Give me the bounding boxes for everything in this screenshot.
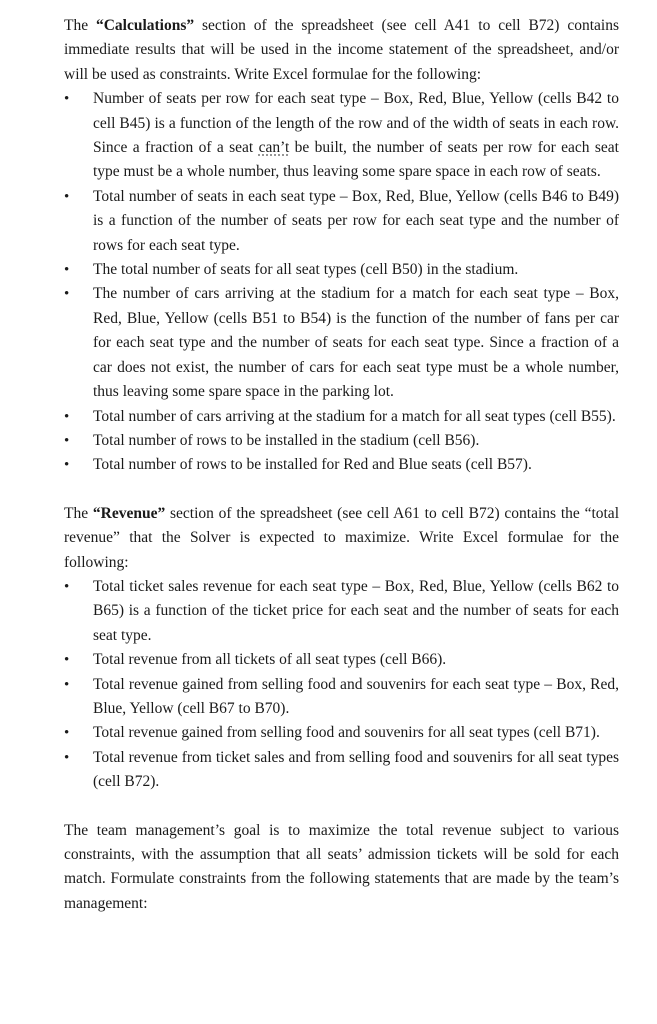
bullet-icon: • <box>64 286 70 303</box>
list-item-text: Number of seats per row for each seat type – Box, Red, Blue, Yellow (cells B42 to cell B45) is a function of the length of the row and of the width of seats in each row. Since a fraction of a seat <box>93 90 619 157</box>
list-item <box>64 648 619 672</box>
management-paragraph: The team management’s goal is to maximize the total revenue subject to various constraints, with the assumption that all seats’ admission tickets will be sold for each match. Formulate constraints from the following statements that are made by the team’s management: <box>64 821 619 912</box>
list-item-text: Total revenue gained from selling food and souvenirs for each seat type – Box, Red, Blue, Yellow (cell B67 to B70). <box>93 675 619 717</box>
list-item-text: Total revenue from ticket sales and from selling food and souvenirs for all seat types (cell B72). <box>93 748 619 791</box>
revenue-intro-pre: The <box>64 504 93 522</box>
bullet-icon: • <box>64 408 70 425</box>
list-item-text: The total number of seats for all seat types (cell B50) in the stadium. <box>93 261 519 279</box>
list-item <box>64 405 619 429</box>
list-item <box>64 87 619 185</box>
document-body <box>64 14 619 916</box>
list-item-text: Total revenue from all tickets of all seat types (cell B66). <box>93 651 447 669</box>
list-item-text: Total number of seats in each seat type – Box, Red, Blue, Yellow (cells B46 to B49) is a function of the number of seats per row for each seat type and the number of rows for each seat type. <box>93 187 619 254</box>
bullet-icon: • <box>64 432 70 449</box>
calculations-intro-text: section of the spreadsheet (see cell A41 to cell B72) contains immediate results that will be used in the income statement of the spreadsheet, and/or will be used as constraints. Write Excel formulae for the following: <box>64 17 619 83</box>
list-item-text: Total ticket sales revenue for each seat type – Box, Red, Blue, Yellow (cells B62 to B65) is a function of the ticket price for each seat and the number of seats for each seat type. <box>93 577 619 644</box>
list-item-text: Total number of cars arriving at the stadium for a match for all seat types (cell B55). <box>93 407 616 425</box>
calculations-intro-pre: The <box>64 17 96 34</box>
calculations-heading: “Calculations” <box>95 17 195 34</box>
calculations-intro <box>64 14 619 87</box>
revenue-list <box>64 575 619 795</box>
bullet-icon: • <box>64 262 70 279</box>
revenue-heading: “Revenue” <box>92 504 166 522</box>
list-item-text: The number of cars arriving at the stadium for a match for each seat type – Box, Red, Blue, Yellow (cells B51 to B54) is the function of the number of fans per car for each seat type and the number of seats for each seat type. Since a fraction of a car does not exist, the number of cars for each seat type must be a whole number, thus leaving some spare space in the parking lot. <box>93 285 619 401</box>
bullet-icon: • <box>64 578 70 595</box>
list-item <box>64 258 619 282</box>
list-item <box>64 721 619 745</box>
calculations-list <box>64 87 619 478</box>
list-item <box>64 453 619 477</box>
list-item <box>64 282 619 404</box>
bullet-icon: • <box>64 725 70 742</box>
list-item <box>64 746 619 795</box>
list-item-text: be built, the number of seats per row for each seat type must be a whole number, thus leaving some spare space in each row of seats. <box>93 139 619 181</box>
bullet-icon: • <box>64 749 70 766</box>
bullet-icon: • <box>64 188 70 205</box>
bullet-icon: • <box>64 457 70 474</box>
paragraph-spacer <box>64 478 619 502</box>
revenue-intro-text: section of the spreadsheet (see cell A61 to cell B72) contains the “total revenue” that the Solver is expected to maximize. Write Excel formulae for the following: <box>64 504 619 571</box>
spellcheck-word: can’t <box>258 139 290 157</box>
list-item <box>64 429 619 453</box>
bullet-icon: • <box>64 91 70 108</box>
list-item-text: Total number of rows to be installed for Red and Blue seats (cell B57). <box>93 456 532 474</box>
list-item-text: Total number of rows to be installed in the stadium (cell B56). <box>93 431 480 449</box>
list-item-text: Total revenue gained from selling food and souvenirs for all seat types (cell B71). <box>93 724 600 742</box>
bullet-icon: • <box>64 652 70 669</box>
list-item <box>64 673 619 722</box>
bullet-icon: • <box>64 676 70 693</box>
revenue-intro <box>64 502 619 575</box>
list-item <box>64 575 619 648</box>
list-item <box>64 185 619 258</box>
paragraph-spacer <box>64 795 619 819</box>
